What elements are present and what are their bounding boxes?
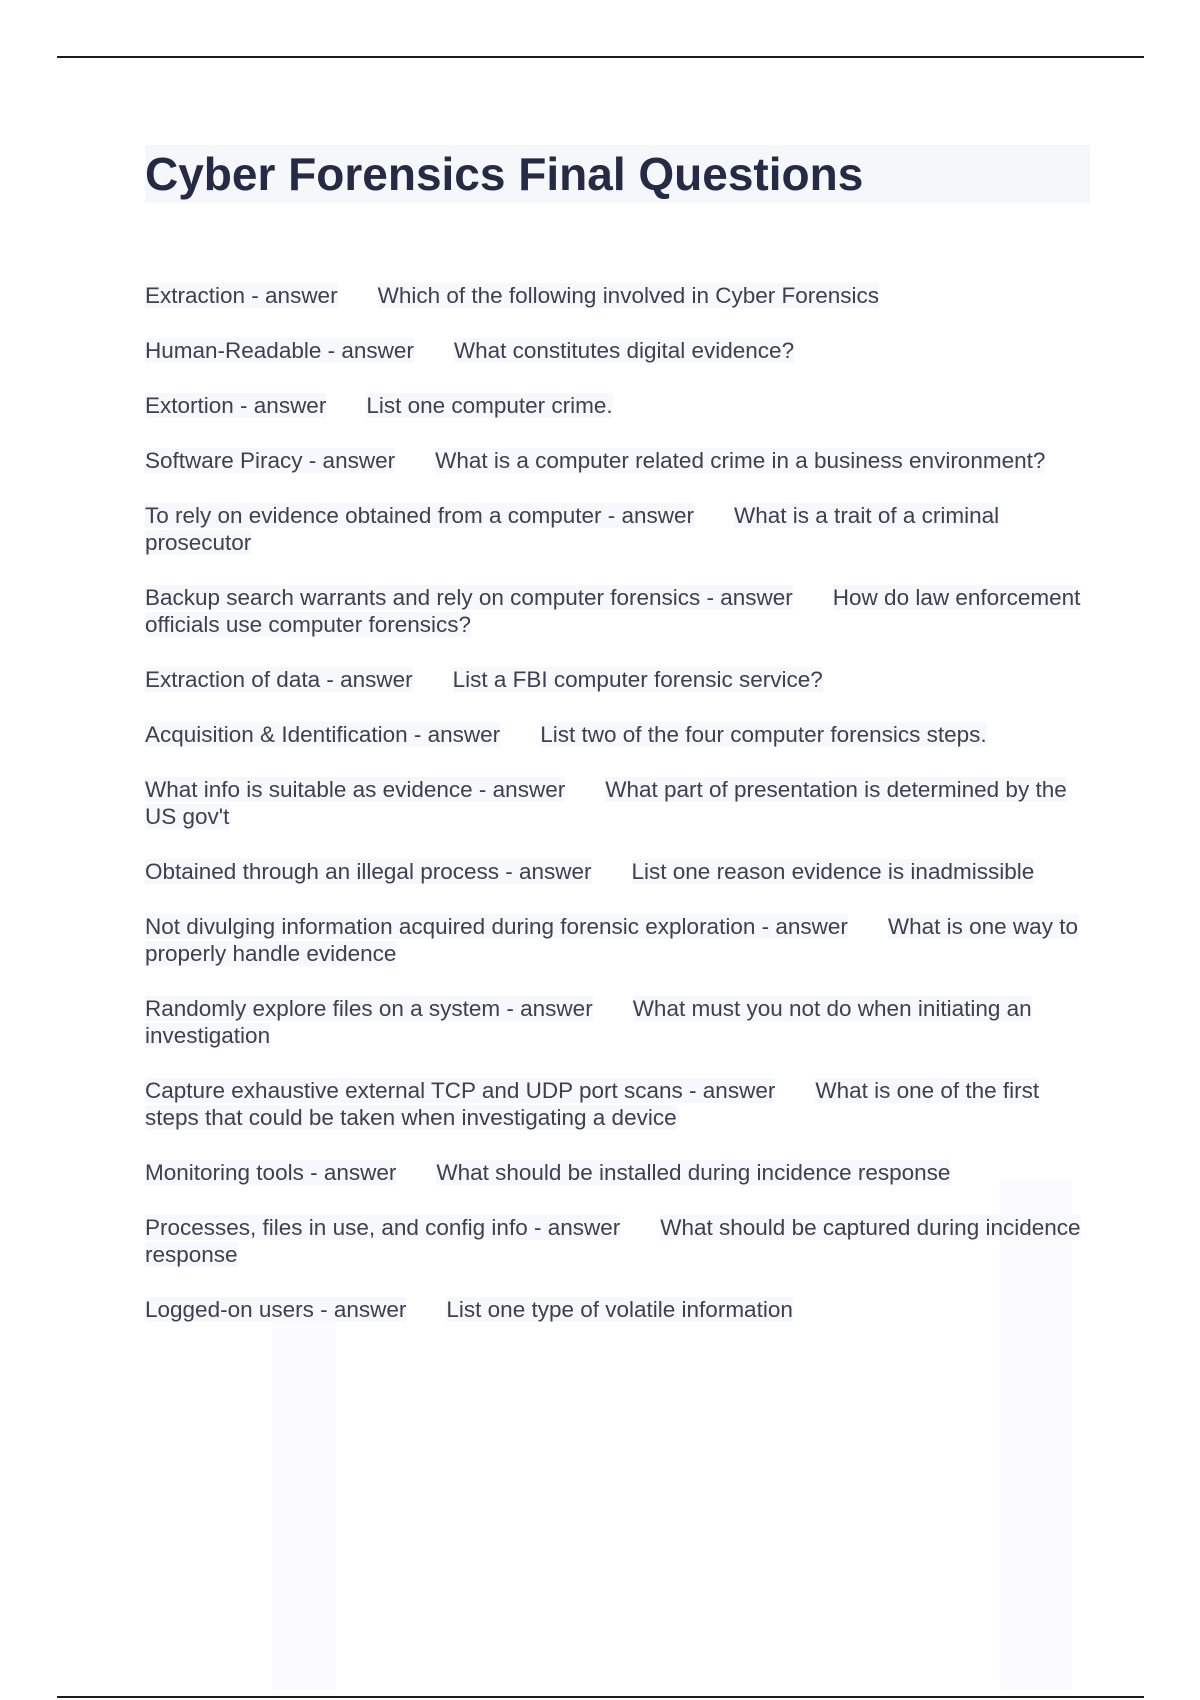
question-text: List one type of volatile information (446, 1297, 793, 1322)
qa-item (145, 337, 1085, 364)
qa-item (145, 858, 1085, 885)
answer-text: Acquisition & Identification - answer (145, 722, 501, 747)
page-title: Cyber Forensics Final Questions (145, 148, 864, 200)
answer-text: Processes, files in use, and config info - answer (145, 1215, 621, 1240)
question-text: What is one of the first steps that could be taken when investigating a device (145, 1078, 1040, 1130)
question-text: List one reason evidence is inadmissible (631, 859, 1035, 884)
answer-text: Extortion - answer (145, 393, 327, 418)
answer-text: Not divulging information acquired during forensic exploration - answer (145, 914, 848, 939)
question-text: What is a trait of a criminal prosecutor (145, 503, 1000, 555)
question-list (145, 282, 1085, 1351)
answer-text: Software Piracy - answer (145, 448, 396, 473)
answer-text: Obtained through an illegal process - answer (145, 859, 592, 884)
qa-item (145, 1296, 1085, 1323)
background-shade (272, 1320, 336, 1690)
qa-item (145, 392, 1085, 419)
qa-item (145, 721, 1085, 748)
question-text: What constitutes digital evidence? (453, 338, 795, 363)
answer-text: Capture exhaustive external TCP and UDP port scans - answer (145, 1078, 776, 1103)
question-text: List two of the four computer forensics steps. (540, 722, 987, 747)
qa-item (145, 776, 1085, 830)
qa-item (145, 1159, 1085, 1186)
question-text: List one computer crime. (366, 393, 613, 418)
qa-item (145, 447, 1085, 474)
qa-item (145, 502, 1085, 556)
qa-item (145, 584, 1085, 638)
question-text: Which of the following involved in Cyber Forensics (377, 283, 880, 308)
top-rule (57, 56, 1144, 58)
answer-text: Human-Readable - answer (145, 338, 414, 363)
question-text: How do law enforcement officials use computer forensics? (145, 585, 1081, 637)
answer-text: Extraction - answer (145, 283, 338, 308)
answer-text: Randomly explore files on a system - answer (145, 996, 593, 1021)
answer-text: What info is suitable as evidence - answer (145, 777, 566, 802)
qa-item (145, 913, 1085, 967)
qa-item (145, 1214, 1085, 1268)
question-text: What is a computer related crime in a business environment? (435, 448, 1046, 473)
question-text: What must you not do when initiating an investigation (145, 996, 1032, 1048)
answer-text: Extraction of data - answer (145, 667, 413, 692)
answer-text: Logged-on users - answer (145, 1297, 407, 1322)
question-text: What part of presentation is determined by the US gov't (145, 777, 1067, 829)
question-text: What should be captured during incidence response (145, 1215, 1081, 1267)
question-text: What is one way to properly handle evidence (145, 914, 1078, 966)
answer-text: Backup search warrants and rely on computer forensics - answer (145, 585, 793, 610)
qa-item (145, 282, 1085, 309)
question-text: What should be installed during incidence response (436, 1160, 951, 1185)
answer-text: To rely on evidence obtained from a computer - answer (145, 503, 695, 528)
qa-item (145, 1077, 1085, 1131)
answer-text: Monitoring tools - answer (145, 1160, 397, 1185)
qa-item (145, 995, 1085, 1049)
qa-item (145, 666, 1085, 693)
question-text: List a FBI computer forensic service? (452, 667, 823, 692)
bottom-rule (57, 1696, 1144, 1698)
